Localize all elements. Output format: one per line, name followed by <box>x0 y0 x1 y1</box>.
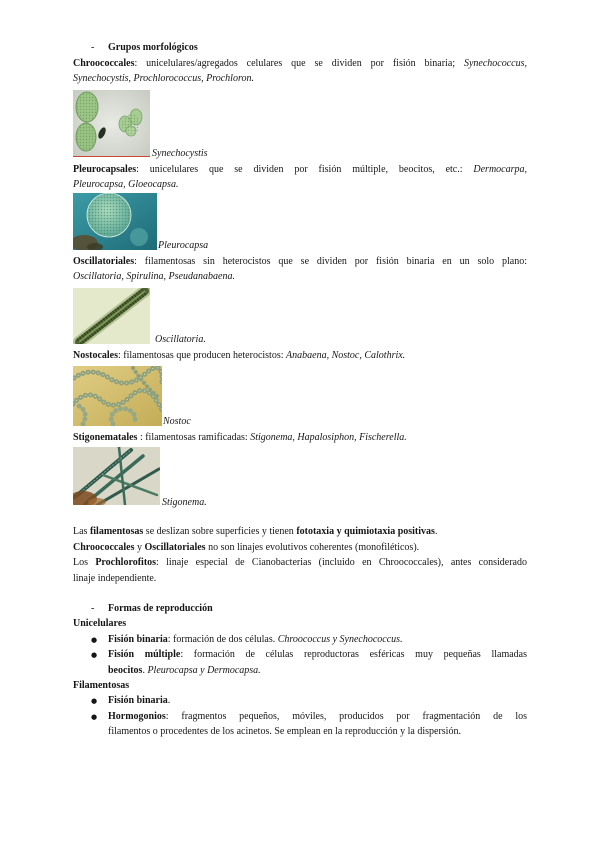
nostocales-line <box>73 350 527 362</box>
oscillatoriales-term: Oscillatoriales <box>73 256 135 267</box>
pleurocapsales-genera: Pleurocapsa, Gloeocapsa. <box>73 179 179 190</box>
item-term: Fisión binaria <box>108 634 168 645</box>
oscillatoriales-line <box>73 256 527 268</box>
note-text: linaje independiente. <box>73 573 157 584</box>
note-term: filamentosas <box>89 526 144 537</box>
note-text: Los <box>73 557 96 568</box>
item-examples: Chroococcus y Synechococcus. <box>277 634 403 645</box>
nostoc-caption: Nostoc <box>163 416 191 427</box>
nostoc-figure <box>73 366 162 426</box>
reproduction-heading <box>91 603 527 615</box>
oscillatoriales-description: : filamentosas sin heterocistos que se dividen por fisión binaria en un solo plano: <box>134 256 527 267</box>
pleurocapsales-description: : unicelulares que se dividen por fisión múltiple, beocitos, etc.: <box>136 164 474 175</box>
heading-dash: - <box>91 42 95 53</box>
chroococcales-term: Chroococcales <box>73 58 135 69</box>
note-text: no son linajes evolutivos coherentes (monofiléticos). <box>205 542 420 553</box>
item-term: beocitos <box>108 665 143 676</box>
stigonematales-term: Stigonematales <box>73 432 138 443</box>
list-bullet: ● <box>91 636 98 644</box>
oscillatoria-figure <box>73 288 150 344</box>
note-text: y <box>134 542 145 553</box>
chroococcales-line <box>73 58 527 70</box>
item-examples: Pleurocapsa y Dermocapsa. <box>147 665 261 676</box>
list-item-continuation <box>108 726 527 738</box>
chroococcales-genera: Synechocystis, Prochlorococcus, Prochloron. <box>73 73 254 84</box>
list-item <box>108 711 527 723</box>
stigonematales-line <box>73 432 527 444</box>
list-bullet: ● <box>91 697 98 705</box>
list-item <box>108 634 527 646</box>
list-item <box>108 695 527 707</box>
chroococcales-example-first: Synechococcus, <box>463 58 527 69</box>
list-bullet: ● <box>91 651 98 659</box>
morphology-title: Grupos morfológicos <box>108 42 198 53</box>
item-text: . <box>142 665 148 676</box>
pleurocapsa-caption: Pleurocapsa <box>158 240 209 251</box>
nostocales-term: Nostocales <box>73 350 118 361</box>
item-term: Fisión binaria <box>108 695 168 706</box>
stigonema-micrograph <box>73 447 160 505</box>
list-item-continuation <box>108 665 527 677</box>
note-term: Oscillatoriales <box>144 542 206 553</box>
item-term: Hormogonios <box>108 711 166 722</box>
nostocales-description: : filamentosas que producen heterocistos: <box>118 350 287 361</box>
nostoc-micrograph <box>73 366 162 426</box>
oscillatoria-caption: Oscillatoria. <box>155 334 206 345</box>
pleurocapsa-micrograph <box>73 193 157 250</box>
stigonema-figure <box>73 447 160 505</box>
lineages-note <box>73 542 527 554</box>
prochlorophytes-note-continuation <box>73 573 527 585</box>
list-bullet: ● <box>91 713 98 721</box>
chroococcales-description: : unicelulares/agregados celulares que se dividen por fisión binaria; <box>134 58 464 69</box>
synechocystis-micrograph <box>73 90 150 157</box>
pleurocapsales-line <box>73 164 527 176</box>
item-term: Fisión múltiple <box>108 649 181 660</box>
note-term: Chroococcales <box>73 542 135 553</box>
oscillatoriales-examples-line <box>73 271 527 283</box>
chroococcales-examples-line <box>73 73 527 85</box>
pleurocapsales-examples-line <box>73 179 527 191</box>
item-text: : formación de células reproductoras esféricas muy pequeñas llamadas <box>180 649 527 660</box>
stigonematales-genera: Stigonema, Hapalosiphon, Fischerella. <box>250 432 407 443</box>
filamentous-subheading: Filamentosas <box>73 680 130 691</box>
note-text: . <box>434 526 438 537</box>
item-text: filamentos o procedentes de los acinetos. Se emplean en la reproducción y la dispersión. <box>108 726 461 737</box>
pleurocapsales-term: Pleurocapsales <box>73 164 137 175</box>
pleurocapsa-figure <box>73 193 157 250</box>
list-item <box>108 649 527 661</box>
note-text: Las <box>73 526 90 537</box>
pleurocapsales-example-first: Dermocarpa, <box>473 164 527 175</box>
note-text: : linaje especial de Cianobacterias (incluido en Chroococcales), antes considerado <box>156 557 527 568</box>
gliding-note <box>73 526 527 538</box>
unicellular-subheading: Unicelulares <box>73 618 127 629</box>
oscillatoria-micrograph <box>73 288 150 344</box>
note-text: se deslizan sobre superficies y tienen <box>143 526 297 537</box>
oscillatoriales-genera: Oscillatoria, Spirulina, Pseudanabaena. <box>73 271 235 282</box>
synechocystis-caption: Synechocystis <box>152 148 208 159</box>
item-text: . <box>167 695 171 706</box>
nostocales-genera: Anabaena, Nostoc, Calothrix. <box>286 350 406 361</box>
morphology-heading <box>91 42 527 54</box>
item-text: : fragmentos pequeños, móviles, producidos por fragmentación de los <box>165 711 527 722</box>
note-term: Prochlorofitos <box>95 557 157 568</box>
stigonema-caption: Stigonema. <box>162 497 207 508</box>
prochlorophytes-note <box>73 557 527 569</box>
reproduction-title: Formas de reproducción <box>108 603 213 614</box>
synechocystis-figure <box>73 90 150 157</box>
item-text: : formación de dos células. <box>167 634 278 645</box>
stigonematales-description: : filamentosas ramificadas: <box>137 432 251 443</box>
note-emphasis: fototaxia y quimiotaxia positivas <box>296 526 435 537</box>
heading-dash: - <box>91 603 95 614</box>
